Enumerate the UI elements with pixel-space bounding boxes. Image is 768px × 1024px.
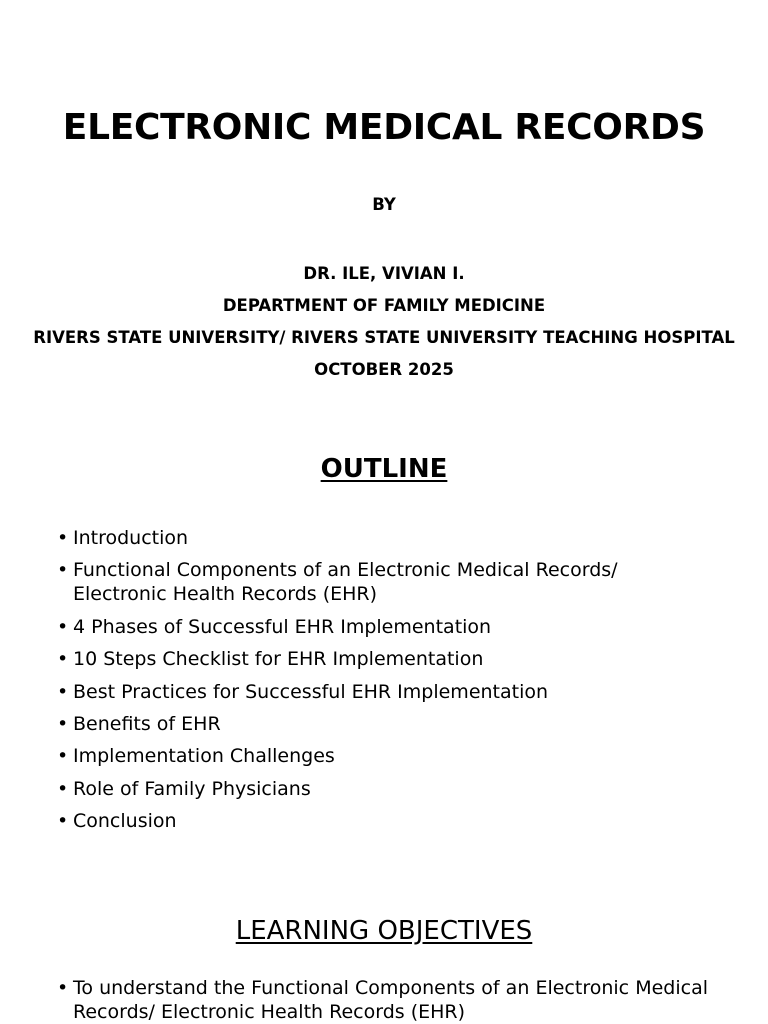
outline-heading: OUTLINE [320, 454, 448, 484]
outline-item: • Implementation Challenges [0, 744, 768, 768]
document-title: ELECTRONIC MEDICAL RECORDS [62, 107, 706, 148]
outline-item: • Benefits of EHR [0, 712, 768, 736]
objective-item: • To understand the Functional Components of an Electronic Medical Records/ Electronic Health Records (EHR) [0, 976, 768, 1024]
outline-item: • Best Practices for Successful EHR Implementation [0, 680, 768, 704]
author-institution: RIVERS STATE UNIVERSITY/ RIVERS STATE UNIVERSITY TEACHING HOSPITAL [33, 328, 735, 347]
outline-item: • Conclusion [0, 809, 768, 833]
outline-item: • Role of Family Physicians [0, 777, 768, 801]
learning-objectives-list [0, 976, 768, 1024]
presentation-date: OCTOBER 2025 [314, 360, 454, 379]
byline: BY [372, 195, 396, 214]
outline-list [0, 526, 768, 842]
outline-item: • Introduction [0, 526, 768, 550]
author-name: DR. ILE, VIVIAN I. [303, 264, 465, 283]
learning-objectives-heading: LEARNING OBJECTIVES [235, 916, 533, 946]
author-department: DEPARTMENT OF FAMILY MEDICINE [222, 296, 546, 315]
outline-item: • 10 Steps Checklist for EHR Implementation [0, 647, 768, 671]
author-block [0, 258, 768, 386]
outline-item: • 4 Phases of Successful EHR Implementation [0, 615, 768, 639]
outline-item: • Functional Components of an Electronic Medical Records/ Electronic Health Records (EHR) [0, 558, 768, 606]
